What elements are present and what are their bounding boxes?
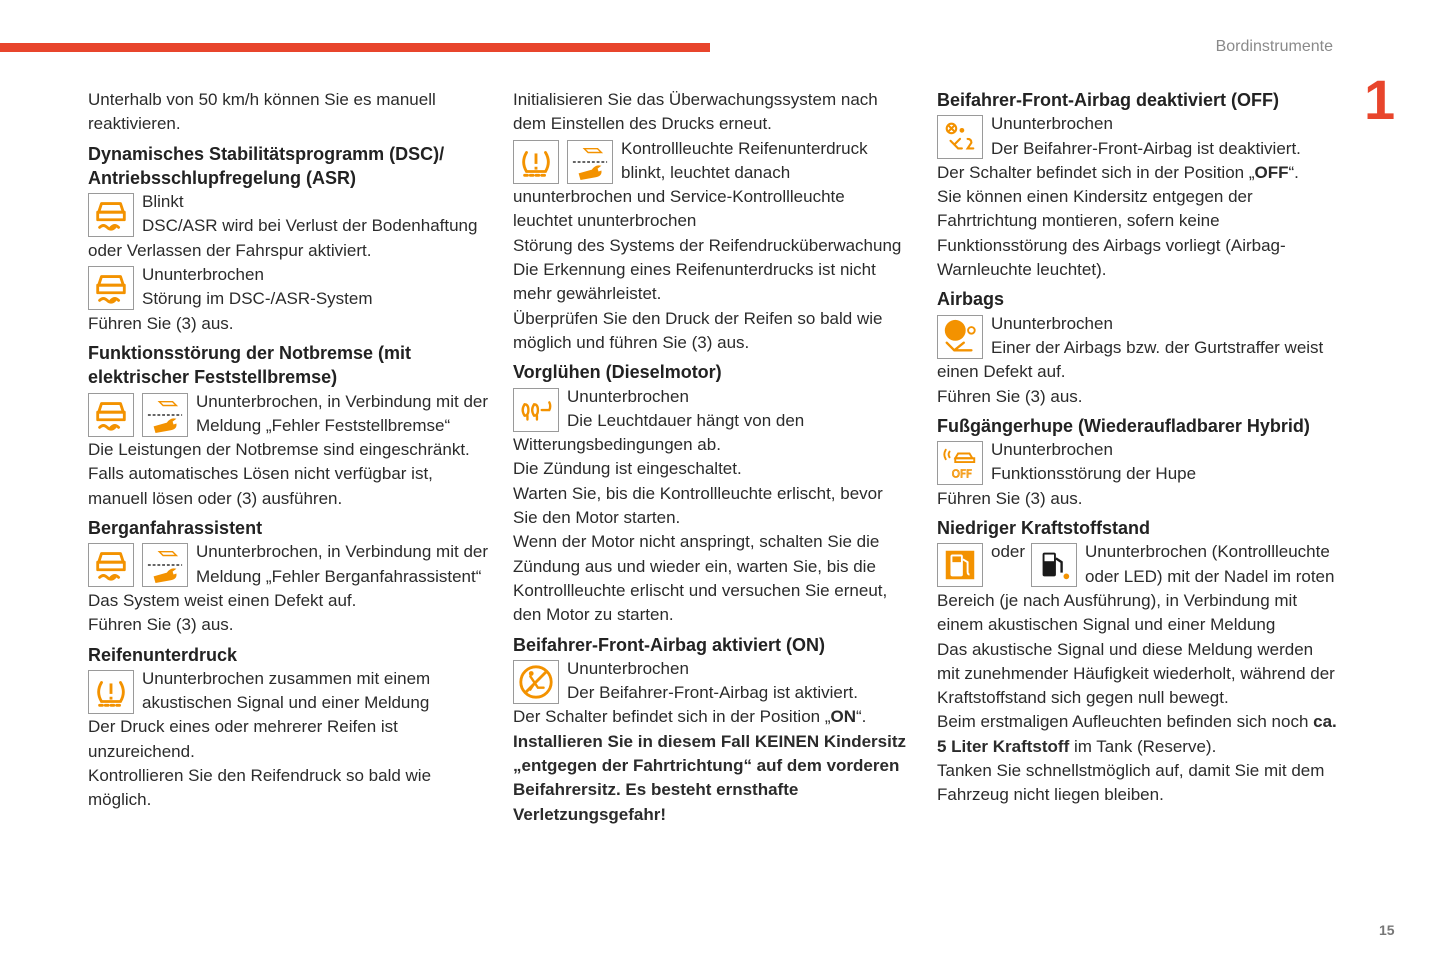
tire-pressure-icon	[88, 670, 134, 714]
notbremse-desc2: Falls automatisches Lösen nicht verfügbar ist, manuell lösen oder (3) ausführen.	[88, 464, 433, 508]
vorgluehen-desc1: Die Leuchtdauer hängt von den Witterungsbedingungen ab.	[513, 410, 805, 455]
pedestrian-horn-off-icon	[937, 441, 983, 485]
airbag-off-state: Ununterbrochen	[991, 114, 1113, 134]
section-title: Bordinstrumente	[1215, 38, 1333, 55]
dsc-cont-state: Ununterbrochen	[142, 265, 264, 285]
airbag-off-desc3: Sie können einen Kindersitz entgegen der Fahrtrichtung montieren, sofern keine Funktionsstörung des Airbags vorliegt (Airbag-Warnleuchte leuchtet).	[937, 187, 1286, 280]
dsc-heading: Dynamisches Stabilitätsprogramm (DSC)/ Antriebsschlupfregelung (ASR)	[88, 143, 445, 188]
icon-off-label: OFF	[951, 468, 973, 481]
airbag-off-desc2: Der Schalter befindet sich in der Position „OFF“.	[937, 162, 1299, 182]
reifen-blink-desc1: Störung des Systems der Reifendrucküberwachung	[513, 235, 902, 255]
airbag-on-state: Ununterbrochen	[567, 658, 689, 678]
hupe-action: Führen Sie (3) aus.	[937, 488, 1083, 508]
vorgluehen-desc2: Die Zündung ist eingeschaltet.	[513, 459, 742, 479]
init-text: Initialisieren Sie das Überwachungssystem nach dem Einstellen des Drucks erneut.	[513, 90, 878, 134]
page-number: 15	[1379, 922, 1395, 938]
reifen-blink-desc3: Überprüfen Sie den Druck der Reifen so bald wie möglich und führen Sie (3) aus.	[513, 308, 883, 352]
vorgluehen-desc3: Warten Sie, bis die Kontrollleuchte erlischt, bevor Sie den Motor starten.	[513, 483, 883, 528]
chapter-number: 1	[1364, 68, 1396, 131]
reifen-state: Ununterbrochen zusammen mit einem akustischen Signal und einer Meldung	[142, 668, 431, 713]
fuel-warning-icon	[937, 543, 983, 587]
fuel-led-icon	[1031, 543, 1077, 587]
notbremse-desc1: Die Leistungen der Notbremse sind eingeschränkt.	[88, 440, 470, 460]
dsc-skid-icon	[88, 543, 134, 587]
hupe-state: Ununterbrochen	[991, 440, 1113, 460]
airbag-off-desc1: Der Beifahrer-Front-Airbag ist deaktiviert.	[991, 138, 1301, 158]
vorgluehen-desc4: Wenn der Motor nicht anspringt, schalten Sie die Zündung aus und wieder ein, warten Sie, bis die Kontrollleuchte erlischt und versuchen Sie erneut, den Motor zu starten.	[513, 532, 888, 625]
kraftstoff-desc2: Beim erstmaligen Aufleuchten befinden sich noch ca. 5 Liter Kraftstoff im Tank (Reserve).	[937, 712, 1337, 756]
berganfahr-action: Führen Sie (3) aus.	[88, 615, 234, 635]
service-wrench-icon	[142, 543, 188, 587]
kraftstoff-desc3: Tanken Sie schnellstmöglich auf, damit Sie mit dem Fahrzeug nicht liegen bleiben.	[937, 761, 1325, 805]
airbag-on-heading: Beifahrer-Front-Airbag aktiviert (ON)	[513, 634, 826, 655]
dsc-action: Führen Sie (3) aus.	[88, 313, 234, 333]
berganfahr-heading: Berganfahrassistent	[88, 518, 263, 539]
service-wrench-icon	[142, 393, 188, 437]
dsc-skid-icon	[88, 393, 134, 437]
top-accent-bar	[0, 43, 710, 52]
airbags-heading: Airbags	[937, 289, 1005, 310]
airbag-off-passenger-icon	[937, 115, 983, 159]
dsc-skid-icon	[88, 193, 134, 237]
airbag-on-desc2: Der Schalter befindet sich in der Position „ON“.	[513, 707, 867, 727]
dsc-blink-desc: DSC/ASR wird bei Verlust der Bodenhaftung oder Verlassen der Fahrspur aktiviert.	[88, 216, 478, 260]
dsc-cont-desc: Störung im DSC-/ASR-System	[142, 289, 373, 309]
column-left	[88, 88, 488, 813]
service-wrench-icon	[567, 140, 613, 184]
intro-text: Unterhalb von 50 km/h können Sie es manuell reaktivieren.	[88, 90, 436, 134]
kraftstoff-desc1: Das akustische Signal und diese Meldung werden mit zunehmender Häufigkeit wiederholt, während der Kraftstoffstand sich gegen null bewegt.	[937, 639, 1335, 708]
airbags-desc1: Einer der Airbags bzw. der Gurtstraffer weist einen Defekt auf.	[937, 337, 1324, 382]
column-right	[937, 88, 1337, 808]
hupe-desc1: Funktionsstörung der Hupe	[991, 464, 1197, 484]
dsc-skid-icon	[88, 266, 134, 310]
reifen-blink-state: Kontrollleuchte Reifenunterdruck blinkt, leuchtet danach ununterbrochen und Service-Kontrollleuchte leuchtet ununterbrochen	[513, 138, 868, 231]
kraftstoff-heading: Niedriger Kraftstoffstand	[937, 518, 1151, 539]
airbag-off-heading: Beifahrer-Front-Airbag deaktiviert (OFF)	[937, 90, 1280, 110]
child-seat-prohibited-icon	[513, 660, 559, 704]
glow-plug-icon	[513, 388, 559, 432]
reifen-desc2: Kontrollieren Sie den Reifendruck so bald wie möglich.	[88, 766, 432, 810]
berganfahr-state: Ununterbrochen, in Verbindung mit der Meldung „Fehler Berganfahrassistent“	[196, 542, 489, 586]
dsc-blink-state: Blinkt	[142, 192, 184, 212]
vorgluehen-heading: Vorglühen (Dieselmotor)	[513, 362, 722, 383]
column-middle	[513, 88, 908, 827]
reifen-blink-desc2: Die Erkennung eines Reifenunterdrucks ist nicht mehr gewährleistet.	[513, 260, 876, 304]
berganfahr-desc1: Das System weist einen Defekt auf.	[88, 590, 357, 610]
airbag-on-warning: Installieren Sie in diesem Fall KEINEN Kindersitz „entgegen der Fahrtrichtung“ auf dem vorderen Beifahrersitz. Es besteht ernsthafte Verletzungsgefahr!	[513, 731, 907, 824]
tire-pressure-icon	[513, 140, 559, 184]
reifen-desc1: Der Druck eines oder mehrerer Reifen ist unzureichend.	[88, 717, 398, 761]
or-text: oder	[991, 542, 1026, 562]
airbags-action: Führen Sie (3) aus.	[937, 386, 1083, 406]
airbags-state: Ununterbrochen	[991, 313, 1113, 333]
vorgluehen-state: Ununterbrochen	[567, 386, 689, 406]
hupe-heading: Fußgängerhupe (Wiederaufladbarer Hybrid)	[937, 415, 1310, 436]
notbremse-heading: Funktionsstörung der Notbremse (mit elektrischer Feststellbremse)	[88, 342, 412, 388]
airbag-on-desc1: Der Beifahrer-Front-Airbag ist aktiviert.	[567, 683, 858, 703]
airbag-warning-icon	[937, 315, 983, 359]
notbremse-state: Ununterbrochen, in Verbindung mit der Meldung „Fehler Feststellbremse“	[196, 391, 489, 435]
reifen-heading: Reifenunterdruck	[88, 644, 238, 665]
kraftstoff-state: Ununterbrochen (Kontrollleuchte oder LED) mit der Nadel im roten Bereich (je nach Ausführung), in Verbindung mit einem akustischen Signal und einer Meldung	[937, 542, 1335, 635]
